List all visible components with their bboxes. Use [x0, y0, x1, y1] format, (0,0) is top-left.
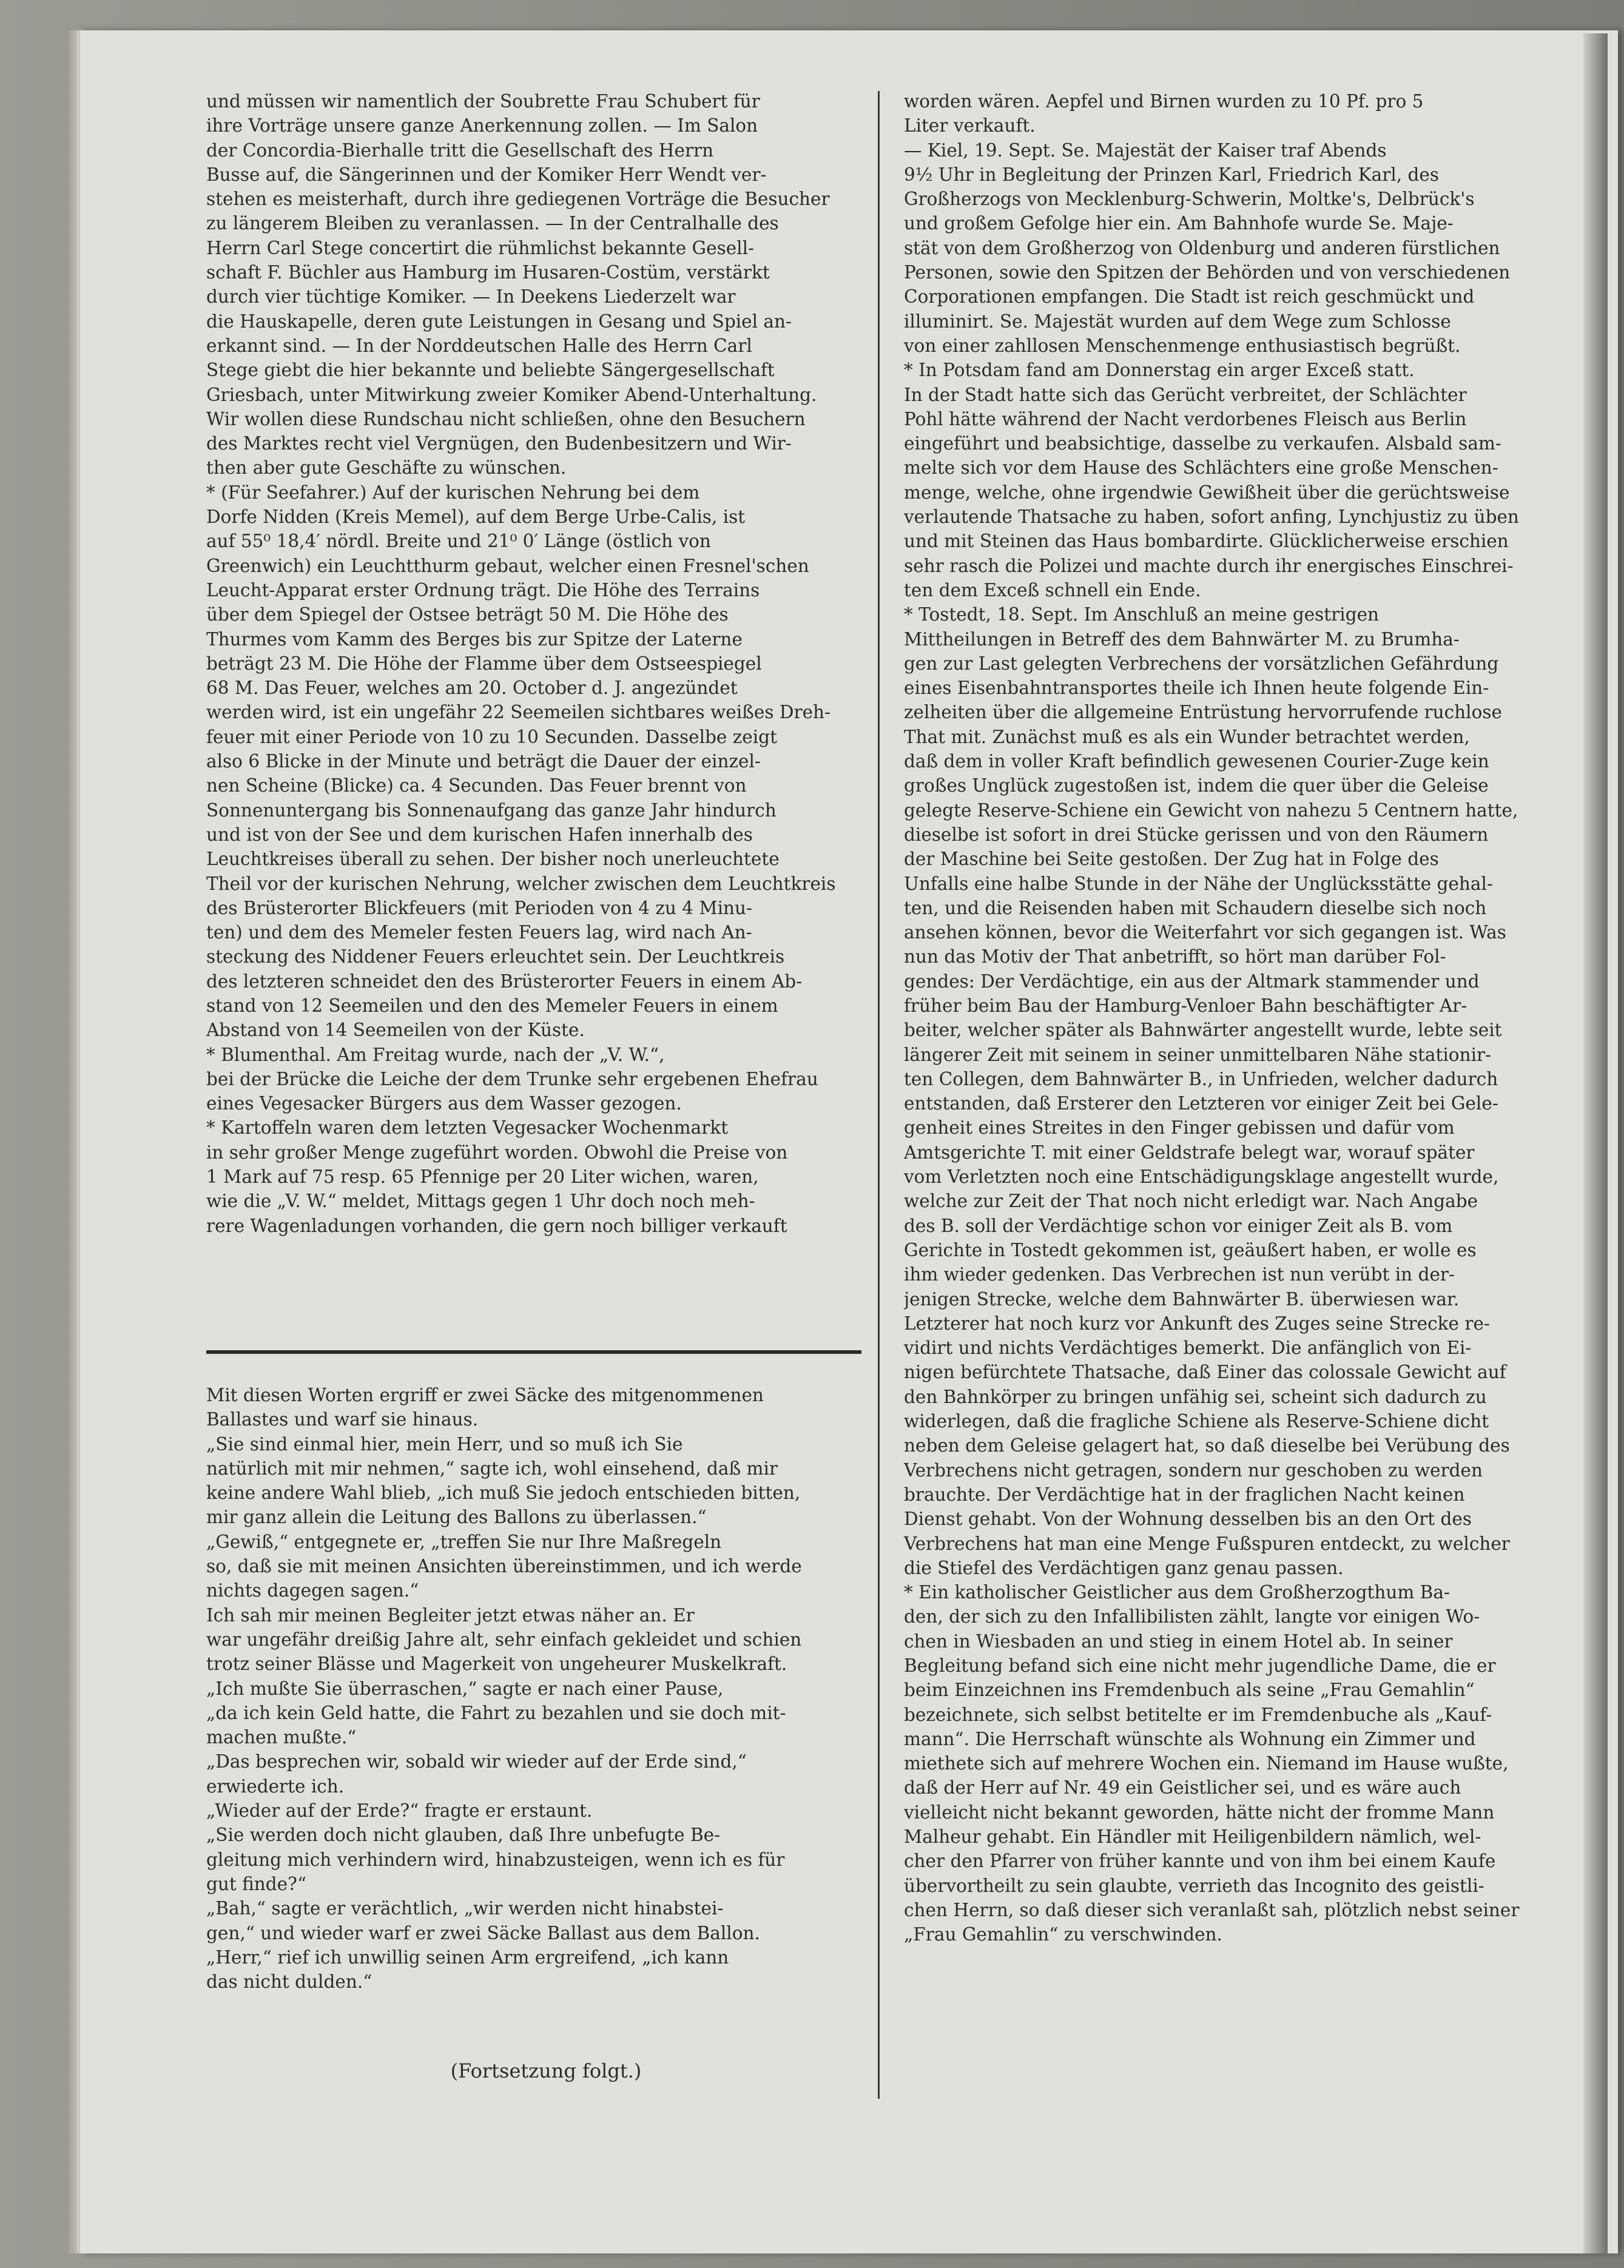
text-line: gendes: Der Verdächtige, ein aus der Altmark stammender und	[904, 971, 1480, 992]
text-line: vidirt und nichts Verdächtiges bemerkt. Die anfänglich von Ei-	[904, 1338, 1472, 1359]
text-line: chen Herrn, so daß dieser sich veranlaßt sah, plötzlich nebst seiner	[904, 1899, 1520, 1920]
text-line: daß dem in voller Kraft befindlich gewesenen Courier-Zuge kein	[904, 751, 1489, 772]
text-line: genheit eines Streites in den Finger gebissen und dafür vom	[904, 1117, 1455, 1139]
text-line: Greenwich) ein Leuchtthurm gebaut, welcher einen Fresnel'schen	[206, 555, 809, 576]
story-line: erwiederte ich.	[206, 1775, 345, 1797]
text-line: Verbrechens nicht getragen, sondern nur geschoben zu werden	[904, 1459, 1483, 1481]
text-line: then aber gute Geschäfte zu wünschen.	[206, 457, 567, 479]
text-line: Abstand von 14 Seemeilen von der Küste.	[206, 1020, 585, 1041]
serial-story-column	[206, 1383, 861, 1994]
story-line: Ballastes und warf sie hinaus.	[206, 1409, 479, 1430]
text-line: cher den Pfarrer von früher kannte und von ihm bei einem Kaufe	[904, 1851, 1496, 1872]
story-line: „Sie sind einmal hier, mein Herr, und so muß ich Sie	[206, 1433, 683, 1455]
text-line: Letzterer hat noch kurz vor Ankunft des Zuges seine Strecke re-	[904, 1313, 1490, 1334]
text-line: 9½ Uhr in Begleitung der Prinzen Karl, Friedrich Karl, des	[904, 164, 1440, 185]
left-news-column	[206, 89, 861, 1238]
text-line: beträgt 23 M. Die Höhe der Flamme über dem Ostseespiegel	[206, 653, 762, 674]
story-line: „Sie werden doch nicht glauben, daß Ihre unbefugte Be-	[206, 1825, 721, 1846]
text-line: wie die „V. W.“ meldet, Mittags gegen 1 Uhr doch noch meh-	[206, 1191, 755, 1212]
text-line: die Hauskapelle, deren gute Leistungen in Gesang und Spiel an-	[206, 311, 792, 332]
story-line: „Herr,“ rief ich unwillig seinen Arm ergreifend, „ich kann	[206, 1947, 729, 1968]
text-line: über dem Spiegel der Ostsee beträgt 50 M. Die Höhe des	[206, 604, 729, 625]
story-line: keine andere Wahl blieb, „ich muß Sie jedoch entschieden bitten,	[206, 1482, 801, 1504]
text-line: stät von dem Großherzog von Oldenburg und anderen fürstlichen	[904, 237, 1500, 258]
text-line: schaft F. Büchler aus Hamburg im Husaren-Costüm, verstärkt	[206, 262, 770, 283]
story-line: mir ganz allein die Leitung des Ballons zu überlassen.“	[206, 1507, 707, 1528]
text-line: Wir wollen diese Rundschau nicht schließen, ohne den Besuchern	[206, 408, 806, 429]
text-line: Begleitung befand sich eine nicht mehr jugendliche Dame, die er	[904, 1655, 1496, 1676]
feuilleton-divider-rule	[206, 1350, 861, 1354]
story-line: „da ich kein Geld hatte, die Fahrt zu bezahlen und sie doch mit-	[206, 1702, 786, 1723]
story-line: „Das besprechen wir, sobald wir wieder auf der Erde sind,“	[206, 1751, 747, 1772]
text-line: übervortheilt zu sein glaubte, verrieth das Incognito des geistli-	[904, 1875, 1484, 1896]
story-line: das nicht dulden.“	[206, 1971, 372, 1993]
text-line: entstanden, daß Ersterer den Letzteren vor einiger Zeit bei Gele-	[904, 1093, 1498, 1114]
text-line: großes Unglück zugestoßen ist, indem die quer über die Geleise	[904, 775, 1489, 796]
text-line: verlautende Thatsache zu haben, sofort anfing, Lynchjustiz zu üben	[904, 506, 1519, 528]
text-line: in sehr großer Menge zugeführt worden. Obwohl die Preise von	[206, 1142, 788, 1163]
text-line: dieselbe ist sofort in drei Stücke gerissen und von den Räumern	[904, 824, 1489, 845]
text-line: That mit. Zunächst muß es als ein Wunder betrachtet werden,	[904, 726, 1470, 747]
text-line: Griesbach, unter Mitwirkung zweier Komiker Abend-Unterhaltung.	[206, 384, 817, 405]
text-line: * Kartoffeln waren dem letzten Vegesacker Wochenmarkt	[206, 1117, 729, 1139]
text-line: der Maschine bei Seite gestoßen. Der Zug hat in Folge des	[904, 849, 1439, 870]
text-line: beiter, welcher später als Bahnwärter angestellt wurde, lebte seit	[904, 1020, 1502, 1041]
text-line: Mittheilungen in Betreff des dem Bahnwärter M. zu Brumha-	[904, 628, 1460, 650]
story-line: trotz seiner Blässe und Magerkeit von ungeheurer Muskelkraft.	[206, 1654, 787, 1675]
text-line: früher beim Bau der Hamburg-Venloer Bahn beschäftigter Ar-	[904, 995, 1467, 1016]
text-line: den, der sich zu den Infallibilisten zählt, langte vor einigen Wo-	[904, 1606, 1480, 1627]
story-line: „Ich mußte Sie überraschen,“ sagte er nach einer Pause,	[206, 1678, 724, 1699]
text-line: bezeichnete, sich selbst betitelte er im Fremdenbuche als „Kauf-	[904, 1704, 1492, 1725]
text-line: brauchte. Der Verdächtige hat in der fraglichen Nacht keinen	[904, 1484, 1465, 1505]
text-line: werden wird, ist ein ungefähr 22 Seemeilen sichtbares weißes Dreh-	[206, 702, 831, 723]
text-line: * Blumenthal. Am Freitag wurde, nach der „V. W.“,	[206, 1044, 665, 1065]
text-line: ten Collegen, dem Bahnwärter B., in Unfrieden, welcher dadurch	[904, 1068, 1498, 1089]
story-line: Ich sah mir meinen Begleiter jetzt etwas näher an. Er	[206, 1604, 695, 1626]
text-line: und großem Gefolge hier ein. Am Bahnhofe wurde Se. Maje-	[904, 213, 1454, 234]
text-line: „Frau Gemahlin“ zu verschwinden.	[904, 1924, 1222, 1945]
text-line: ten, und die Reisenden haben mit Schaudern dieselbe sich noch	[904, 897, 1487, 918]
text-line: Dorfe Nidden (Kreis Memel), auf dem Berge Urbe-Calis, ist	[206, 506, 746, 528]
story-line: natürlich mit mir nehmen,“ sagte ich, wohl einsehend, daß mir	[206, 1458, 778, 1479]
text-line: Großherzogs von Mecklenburg-Schwerin, Moltke's, Delbrück's	[904, 189, 1475, 210]
text-line: sehr rasch die Polizei und machte durch ihr energisches Einschrei-	[904, 555, 1514, 576]
story-line: nichts dagegen sagen.“	[206, 1580, 419, 1601]
text-line: Leucht-Apparat erster Ordnung trägt. Die Höhe des Terrains	[206, 579, 760, 601]
text-line: * Tostedt, 18. Sept. Im Anschluß an meine gestrigen	[904, 604, 1380, 625]
text-line: nun das Motiv der That anbetrifft, so hört man darüber Fol-	[904, 946, 1446, 967]
text-line: — Kiel, 19. Sept. Se. Majestät der Kaiser traf Abends	[904, 140, 1387, 161]
text-line: stand von 12 Seemeilen und den des Memeler Feuers in einem	[206, 995, 778, 1016]
text-line: Leuchtkreises überall zu sehen. Der bisher noch unerleuchtete	[206, 849, 780, 870]
text-line: vom Verletzten noch eine Entschädigungsklage angestellt wurde,	[904, 1166, 1499, 1188]
text-line: Liter verkauft.	[904, 115, 1036, 136]
text-line: auf 55⁰ 18,4′ nördl. Breite und 21⁰ 0′ Länge (östlich von	[206, 531, 711, 552]
story-line: gleitung mich verhindern wird, hinabzusteigen, wenn ich es für	[206, 1849, 785, 1870]
right-news-column	[904, 89, 1574, 1947]
text-line: daß der Herr auf Nr. 49 ein Geistlicher sei, und es wäre auch	[904, 1777, 1461, 1799]
text-line: * Ein katholischer Geistlicher aus dem Großherzogthum Ba-	[904, 1582, 1450, 1603]
text-line: menge, welche, ohne irgendwie Gewißheit über die gerüchtsweise	[904, 482, 1510, 503]
text-line: Busse auf, die Sängerinnen und der Komiker Herr Wendt ver-	[206, 164, 767, 185]
text-line: worden wären. Aepfel und Birnen wurden zu 10 Pf. pro 5	[904, 91, 1424, 112]
text-line: chen in Wiesbaden an und stieg in einem Hotel ab. In seiner	[904, 1630, 1453, 1652]
text-line: erkannt sind. — In der Norddeutschen Halle des Herrn Carl	[206, 335, 752, 356]
text-line: In der Stadt hatte sich das Gerücht verbreitet, der Schlächter	[904, 384, 1467, 405]
text-line: der Concordia-Bierhalle tritt die Gesellschaft des Herrn	[206, 140, 714, 161]
book-spine	[1583, 33, 1608, 2253]
text-line: ihre Vorträge unsere ganze Anerkennung zollen. — Im Salon	[206, 115, 758, 136]
text-line: des B. soll der Verdächtige schon vor einiger Zeit als B. vom	[904, 1215, 1453, 1236]
text-line: illuminirt. Se. Majestät wurden auf dem Wege zum Schlosse	[904, 311, 1451, 332]
text-line: Theil vor der kurischen Nehrung, welcher zwischen dem Leuchtkreis	[206, 873, 836, 894]
text-line: gelegte Reserve-Schiene ein Gewicht von nahezu 5 Centnern hatte,	[904, 799, 1518, 821]
text-line: rere Wagenladungen vorhanden, die gern noch billiger verkauft	[206, 1215, 787, 1236]
text-line: von einer zahllosen Menschenmenge enthusiastisch begrüßt.	[904, 335, 1461, 356]
story-line: machen mußte.“	[206, 1727, 357, 1748]
text-line: steckung des Niddener Feuers erleuchtet sein. Der Leuchtkreis	[206, 946, 785, 967]
text-line: eingeführt und beabsichtige, dasselbe zu verkaufen. Alsbald sam-	[904, 433, 1501, 454]
story-line: so, daß sie mit meinen Ansichten übereinstimmen, und ich werde	[206, 1556, 802, 1577]
text-line: * In Potsdam fand am Donnerstag ein arger Exceß statt.	[904, 360, 1415, 381]
text-line: stehen es meisterhaft, durch ihre gediegenen Vorträge die Besucher	[206, 189, 830, 210]
text-line: und müssen wir namentlich der Soubrette Frau Schubert für	[206, 91, 760, 112]
text-line: des Marktes recht viel Vergnügen, den Budenbesitzern und Wir-	[206, 433, 792, 454]
continuation-note: (Fortsetzung folgt.)	[450, 2059, 642, 2082]
text-line: Thurmes vom Kamm des Berges bis zur Spitze der Laterne	[206, 628, 743, 650]
text-line: Stege giebt die hier bekannte und beliebte Sängergesellschaft	[206, 360, 775, 381]
text-line: und mit Steinen das Haus bombardirte. Glücklicherweise erschien	[904, 531, 1509, 552]
text-line: also 6 Blicke in der Minute und beträgt die Dauer der einzel-	[206, 751, 761, 772]
text-line: beim Einzeichnen ins Fremdenbuch als seine „Frau Gemahlin“	[904, 1680, 1475, 1701]
text-line: ansehen können, bevor die Weiterfahrt vor sich gegangen ist. Was	[904, 922, 1506, 943]
text-line: Unfalls eine halbe Stunde in der Nähe der Unglücksstätte gehal-	[904, 873, 1493, 894]
text-line: Personen, sowie den Spitzen der Behörden und von verschiedenen	[904, 262, 1511, 283]
column-divider-rule	[878, 91, 880, 2099]
text-line: bei der Brücke die Leiche der dem Trunke sehr ergebenen Ehefrau	[206, 1068, 818, 1089]
text-line: Sonnenuntergang bis Sonnenaufgang das ganze Jahr hindurch	[206, 799, 777, 821]
text-line: des Brüsterorter Blickfeuers (mit Perioden von 4 zu 4 Minu-	[206, 897, 753, 918]
text-line: melte sich vor dem Hause des Schlächters eine große Menschen-	[904, 457, 1498, 479]
text-line: des letzteren schneidet den des Brüsterorter Feuers in einem Ab-	[206, 971, 803, 992]
text-line: Malheur gehabt. Ein Händler mit Heiligenbildern nämlich, wel-	[904, 1826, 1481, 1848]
text-line: gen zur Last gelegten Verbrechens der vorsätzlichen Gefährdung	[904, 653, 1499, 674]
text-line: eines Eisenbahntransportes theile ich Ihnen heute folgende Ein-	[904, 678, 1489, 699]
text-line: längerer Zeit mit seinem in seiner unmittelbaren Nähe stationir-	[904, 1044, 1492, 1065]
text-line: ten) und dem des Memeler festen Feuers lag, wird nach An-	[206, 922, 752, 943]
text-line: jenigen Strecke, welche dem Bahnwärter B. überwiesen war.	[904, 1288, 1460, 1310]
text-line: Gerichte in Tostedt gekommen ist, geäußert haben, er wolle es	[904, 1239, 1477, 1260]
story-line: Mit diesen Worten ergriff er zwei Säcke des mitgenommenen	[206, 1385, 764, 1405]
text-line: durch vier tüchtige Komiker. — In Deekens Liederzelt war	[206, 286, 736, 308]
text-line: vielleicht nicht bekannt geworden, hätte nicht der fromme Mann	[904, 1802, 1495, 1823]
story-line: „Wieder auf der Erde?“ fragte er erstaunt.	[206, 1800, 593, 1822]
story-line: „Gewiß,“ entgegnete er, „treffen Sie nur Ihre Maßregeln	[206, 1531, 722, 1552]
text-line: Amtsgerichte T. mit einer Geldstrafe belegt war, worauf später	[904, 1142, 1475, 1163]
text-line: Verbrechens hat man eine Menge Fußspuren entdeckt, zu welcher	[904, 1533, 1510, 1554]
text-line: widerlegen, daß die fragliche Schiene als Reserve-Schiene dicht	[904, 1411, 1489, 1432]
text-line: Dienst gehabt. Von der Wohnung desselben bis an den Ort des	[904, 1509, 1472, 1530]
text-line: mann“. Die Herrschaft wünschte als Wohnung ein Zimmer und	[904, 1728, 1476, 1749]
text-line: nigen befürchtete Thatsache, daß Einer das colossale Gewicht auf	[904, 1362, 1506, 1383]
text-line: Herrn Carl Stege concertirt die rühmlichst bekannte Gesell-	[206, 237, 755, 258]
story-line: „Bah,“ sagte er verächtlich, „wir werden nicht hinabstei-	[206, 1898, 724, 1919]
text-line: welche zur Zeit der That noch nicht erledigt war. Nach Angabe	[904, 1191, 1478, 1212]
text-line: eines Vegesacker Bürgers aus dem Wasser gezogen.	[206, 1093, 682, 1114]
text-line: zu längerem Bleiben zu veranlassen. — In der Centralhalle des	[206, 213, 779, 234]
text-line: den Bahnkörper zu bringen unfähig sei, scheint sich dadurch zu	[904, 1386, 1487, 1407]
text-line: Pohl hätte während der Nacht verdorbenes Fleisch aus Berlin	[904, 408, 1467, 429]
story-line: war ungefähr dreißig Jahre alt, sehr einfach gekleidet und schien	[206, 1629, 802, 1650]
text-line: feuer mit einer Periode von 10 zu 10 Secunden. Dasselbe zeigt	[206, 726, 777, 747]
text-line: zelheiten über die allgemeine Entrüstung hervorrufende ruchlose	[904, 702, 1502, 723]
text-line: 68 M. Das Feuer, welches am 20. October d. J. angezündet	[206, 678, 738, 699]
text-line: ihm wieder gedenken. Das Verbrechen ist nun verübt in der-	[904, 1264, 1455, 1285]
story-line: gen,“ und wieder warf er zwei Säcke Ballast aus dem Ballon.	[206, 1922, 760, 1943]
text-line: nen Scheine (Blicke) ca. 4 Secunden. Das Feuer brennt von	[206, 775, 747, 796]
text-line: * (Für Seefahrer.) Auf der kurischen Nehrung bei dem	[206, 482, 700, 503]
text-line: die Stiefel des Verdächtigen ganz genau passen.	[904, 1557, 1344, 1578]
story-line: gut finde?“	[206, 1873, 307, 1894]
text-line: Corporationen empfangen. Die Stadt ist reich geschmückt und	[904, 286, 1475, 308]
text-line: 1 Mark auf 75 resp. 65 Pfennige per 20 Liter wichen, waren,	[206, 1166, 759, 1188]
text-line: ten dem Exceß schnell ein Ende.	[904, 579, 1201, 601]
text-line: und ist von der See und dem kurischen Hafen innerhalb des	[206, 824, 753, 845]
text-line: neben dem Geleise gelagert hat, so daß dieselbe bei Verübung des	[904, 1435, 1510, 1456]
text-line: miethete sich auf mehrere Wochen ein. Niemand im Hause wußte,	[904, 1753, 1509, 1774]
